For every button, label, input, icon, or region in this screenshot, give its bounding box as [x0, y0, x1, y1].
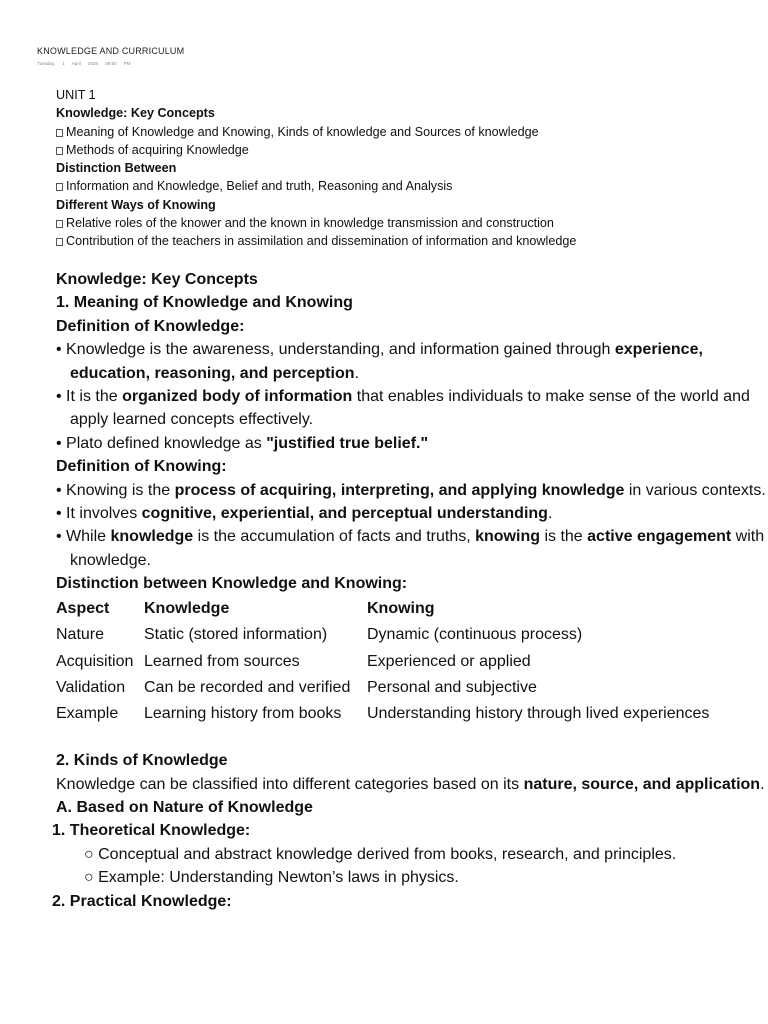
comparison-table [56, 596, 709, 727]
page-timestamp [37, 61, 131, 66]
table-cell: Acquisition [56, 652, 134, 670]
section-heading: Knowledge: Key Concepts [56, 271, 258, 288]
outline-item-text: Meaning of Knowledge and Knowing, Kinds of knowledge and Sources of knowledge [66, 124, 539, 139]
table-cell: Validation [56, 679, 126, 697]
missing-glyph-icon [56, 238, 63, 246]
table-cell: Can be recorded and verified [144, 679, 351, 697]
table-cell: Dynamic (continuous process) [367, 626, 583, 644]
page-time: 09:50 PM [105, 61, 131, 66]
bullet-item: • Knowledge is the awareness, understanding, and information gained through experience, education, reasoning, and perception. [56, 341, 703, 382]
numbered-item: 1. Theoretical Knowledge: [52, 822, 251, 840]
outline-item [56, 123, 756, 141]
subsection-heading: Definition of Knowing: [56, 458, 227, 476]
missing-glyph-icon [56, 147, 63, 155]
unit-outline [56, 86, 756, 251]
table-row [56, 675, 709, 701]
table-cell: Experienced or applied [367, 652, 531, 670]
section-heading: 1. Meaning of Knowledge and Knowing [56, 294, 353, 312]
outline-item-text: Methods of acquiring Knowledge [66, 142, 249, 157]
outline-heading: Distinction Between [56, 161, 177, 176]
notebook-title: KNOWLEDGE AND CURRICULUM [37, 46, 185, 56]
table-row [56, 622, 709, 648]
page-date: Tuesday, 1 April 2025 [37, 61, 99, 66]
outline-item [56, 232, 756, 250]
paragraph: Knowledge can be classified into different categories based on its nature, source, and application. [56, 775, 765, 793]
table-row [56, 701, 709, 727]
column-header: Aspect [56, 600, 110, 618]
subsection-heading: Distinction between Knowledge and Knowing: [56, 575, 408, 593]
bullet-item: • It is the organized body of information that enables individuals to make sense of the world and apply learned concepts effectively. [56, 388, 750, 429]
outline-item-text: Information and Knowledge, Belief and truth, Reasoning and Analysis [66, 179, 453, 194]
numbered-item: 2. Practical Knowledge: [52, 892, 232, 910]
sub-bullet-item: ○ Example: Understanding Newton’s laws in physics. [84, 869, 459, 887]
bullet-item: • While knowledge is the accumulation of facts and truths, knowing is the active engagement with knowledge. [56, 528, 765, 569]
missing-glyph-icon [56, 129, 63, 137]
outline-item [56, 141, 756, 159]
column-header: Knowing [367, 600, 435, 618]
outline-item-text: Relative roles of the knower and the known in knowledge transmission and construction [66, 216, 554, 231]
table-row [56, 648, 709, 674]
outline-item [56, 214, 756, 232]
table-cell: Nature [56, 626, 105, 644]
table-header-row [56, 596, 709, 622]
bullet-item: • It involves cognitive, experiential, and perceptual understanding. [56, 505, 553, 523]
unit-label: UNIT 1 [56, 88, 96, 102]
outline-item-text: Contribution of the teachers in assimilation and dissemination of information and knowledge [66, 234, 577, 249]
table-cell: Example [56, 705, 119, 723]
bullet-item: • Plato defined knowledge as "justified true belief." [56, 434, 429, 452]
sub-bullet-item: ○ Conceptual and abstract knowledge derived from books, research, and principles. [84, 845, 677, 863]
section-heading: 2. Kinds of Knowledge [56, 752, 228, 770]
table-cell: Static (stored information) [144, 626, 328, 644]
table-cell: Personal and subjective [367, 679, 537, 697]
missing-glyph-icon [56, 183, 63, 191]
missing-glyph-icon [56, 220, 63, 228]
subsection-heading: Definition of Knowledge: [56, 317, 245, 335]
note-body [52, 268, 768, 913]
column-header: Knowledge [144, 600, 230, 618]
table-cell: Learned from sources [144, 652, 300, 670]
subsection-heading: A. Based on Nature of Knowledge [56, 798, 313, 816]
outline-heading: Knowledge: Key Concepts [56, 106, 215, 121]
table-cell: Learning history from books [144, 705, 342, 723]
outline-item [56, 177, 756, 195]
outline-heading: Different Ways of Knowing [56, 197, 216, 212]
bullet-item: • Knowing is the process of acquiring, interpreting, and applying knowledge in various contexts. [56, 481, 766, 499]
table-cell: Understanding history through lived experiences [367, 705, 710, 723]
spacer [56, 727, 768, 749]
